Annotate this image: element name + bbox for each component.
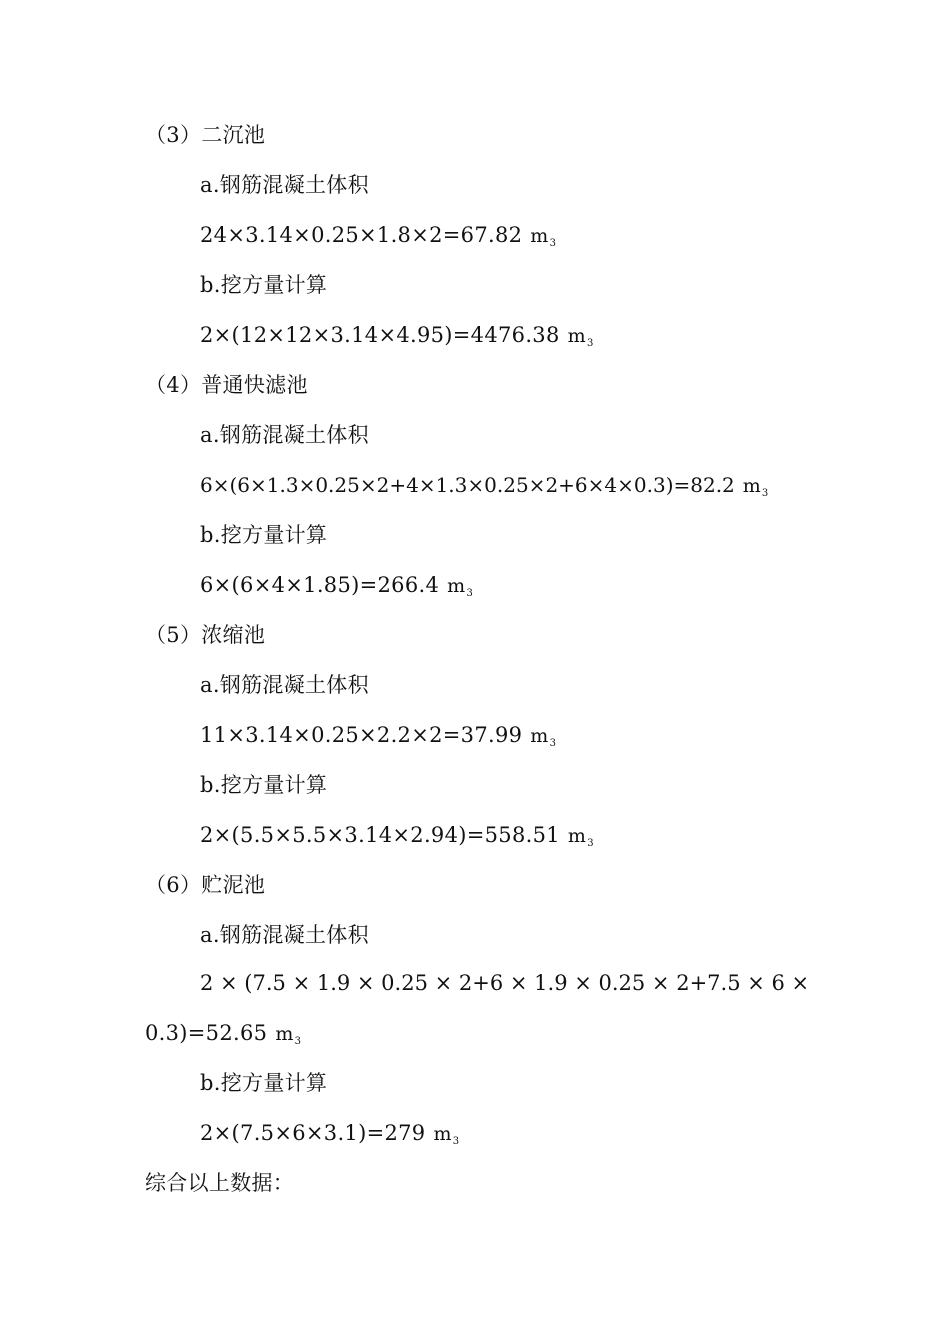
unit-base: m (530, 725, 549, 747)
unit-exponent: 3 (549, 738, 557, 749)
section-3-heading: （3）二沉池 (145, 123, 266, 147)
section-4-heading: （4）普通快滤池 (145, 373, 308, 397)
unit-base: m (530, 225, 549, 247)
section-4-concrete-formula (200, 471, 768, 508)
section-3-concrete-formula (200, 221, 556, 258)
section-3-concrete-label: a.钢筋混凝土体积 (200, 173, 369, 197)
unit-base: m (275, 1023, 294, 1045)
formula-text: 2×(12×12×3.14×4.95)=4476.38 (200, 323, 560, 347)
section-5-concrete-formula (200, 721, 556, 758)
section-4-excavation-formula (200, 571, 473, 608)
formula-text: 24×3.14×0.25×1.8×2=67.82 (200, 223, 523, 247)
formula-text: 6×(6×4×1.85)=266.4 (200, 573, 440, 597)
formula-text: 2×(7.5×6×3.1)=279 (200, 1121, 426, 1145)
summary-text: 综合以上数据： (145, 1171, 295, 1195)
section-3-excavation-label: b.挖方量计算 (200, 273, 328, 297)
unit-base: m (567, 825, 587, 847)
section-4-concrete-label: a.钢筋混凝土体积 (200, 423, 369, 447)
section-6-heading: （6）贮泥池 (145, 873, 266, 897)
formula-text: 2×(5.5×5.5×3.14×2.94)=558.51 (200, 823, 560, 847)
unit-exponent: 3 (452, 1136, 460, 1147)
unit-exponent: 3 (466, 588, 474, 599)
unit-base: m (433, 1123, 452, 1145)
formula-text: 0.3)=52.65 (145, 1021, 268, 1045)
unit-exponent: 3 (294, 1036, 302, 1047)
formula-text: 6×(6×1.3×0.25×2+4×1.3×0.25×2+6×4×0.3)=82.2 (200, 473, 735, 497)
section-5-concrete-label: a.钢筋混凝土体积 (200, 673, 369, 697)
unit-exponent: 3 (761, 488, 769, 499)
section-6-concrete-formula-line2 (145, 1019, 301, 1056)
section-5-excavation-label: b.挖方量计算 (200, 773, 328, 797)
formula-text: 11×3.14×0.25×2.2×2=37.99 (200, 723, 523, 747)
section-4-excavation-label: b.挖方量计算 (200, 523, 328, 547)
section-5-excavation-formula (200, 821, 594, 858)
unit-exponent: 3 (587, 838, 594, 849)
section-6-excavation-formula (200, 1119, 459, 1156)
section-5-heading: （5）浓缩池 (145, 623, 266, 647)
unit-base: m (567, 325, 586, 347)
section-6-concrete-label: a.钢筋混凝土体积 (200, 923, 369, 947)
unit-exponent: 3 (586, 338, 594, 349)
unit-base: m (742, 475, 761, 497)
unit-exponent: 3 (549, 238, 557, 249)
section-3-excavation-formula (200, 321, 594, 358)
section-6-excavation-label: b.挖方量计算 (200, 1071, 328, 1095)
unit-base: m (447, 575, 466, 597)
section-6-concrete-formula-line1: 2 × (7.5 × 1.9 × 0.25 × 2+6 × 1.9 × 0.25 × 2+7.5 × 6 × (200, 971, 810, 995)
